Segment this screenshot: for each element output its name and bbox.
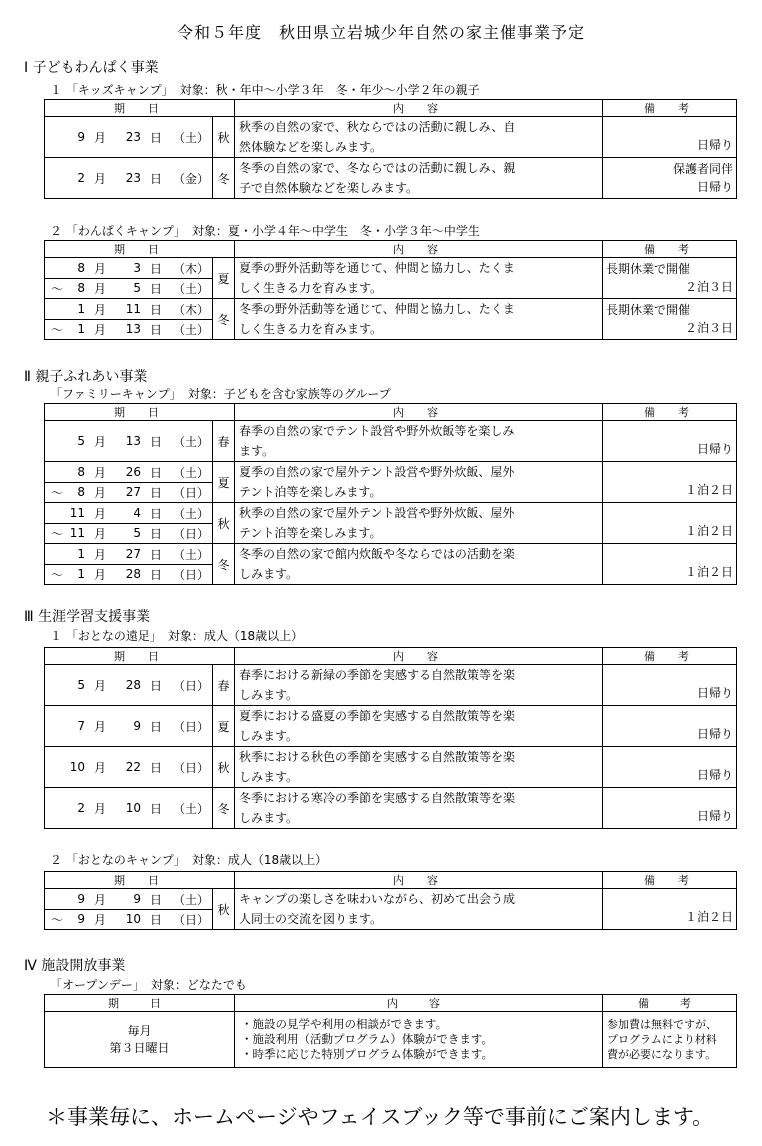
month-unit: 月 bbox=[93, 506, 106, 521]
day-value: 10 bbox=[125, 912, 141, 926]
day-unit: 日 bbox=[149, 506, 162, 521]
day-unit: 日 bbox=[149, 801, 162, 816]
day-value: 10 bbox=[125, 801, 141, 815]
season-cell: 春 bbox=[213, 421, 235, 462]
table-row bbox=[45, 503, 737, 544]
content-line: しく生きる力を育みます。 bbox=[239, 281, 383, 295]
day-value: 13 bbox=[125, 322, 141, 336]
day-value: 13 bbox=[125, 434, 141, 448]
day-unit: 日 bbox=[149, 465, 162, 480]
weekday: （土） bbox=[172, 547, 209, 562]
table-row bbox=[45, 299, 737, 340]
table-row bbox=[45, 706, 737, 747]
month-unit: 月 bbox=[93, 261, 106, 276]
content-line: 冬季の自然の家で館内炊飯や冬ならではの活動を楽 bbox=[239, 547, 515, 561]
day-value: 9 bbox=[133, 719, 141, 733]
date-cell bbox=[45, 788, 213, 829]
schedule-table bbox=[44, 403, 737, 585]
content-line: ・施設利用（活動プログラム）体験ができます。 bbox=[241, 1032, 493, 1046]
season-cell: 春 bbox=[213, 665, 235, 706]
season-cell: 冬 bbox=[213, 544, 235, 585]
header-date: 期 日 bbox=[45, 241, 235, 258]
header-content: 内 容 bbox=[235, 648, 603, 665]
month-unit: 月 bbox=[93, 465, 106, 480]
date-line bbox=[45, 910, 212, 929]
remarks-line: プログラムにより材料 bbox=[607, 1033, 717, 1046]
month-value: 1 bbox=[77, 322, 85, 336]
season-cell: 秋 bbox=[213, 117, 235, 158]
day-unit: 日 bbox=[149, 526, 162, 541]
date-cell bbox=[45, 747, 213, 788]
month-unit: 月 bbox=[93, 485, 106, 500]
date-prefix: ～ bbox=[50, 567, 63, 582]
date-prefix: ～ bbox=[50, 485, 63, 500]
remarks-cell bbox=[603, 747, 737, 788]
header-remarks: 備 考 bbox=[603, 100, 737, 117]
month-unit: 月 bbox=[93, 302, 106, 317]
day-unit: 日 bbox=[149, 567, 162, 582]
date-cell bbox=[45, 158, 213, 199]
month-value: 2 bbox=[77, 171, 85, 185]
content-cell bbox=[235, 503, 603, 544]
footer-note: ＊事業毎に、ホームページやフェイスブック等で事前にご案内します。 bbox=[46, 1105, 714, 1129]
program-subtitle: １ 「キッズキャンプ」 対象：秋・年中～小学３年 冬・年少～小学２年の親子 bbox=[50, 83, 480, 97]
content-line: テント泊等を楽しみます。 bbox=[239, 526, 382, 540]
header-remarks: 備 考 bbox=[603, 241, 737, 258]
date-line: 毎月 bbox=[127, 1023, 152, 1038]
day-value: 5 bbox=[133, 526, 141, 540]
program-subtitle: ２ 「わんぱくキャンプ」 対象：夏・小学４年～中学生 冬・小学３年～中学生 bbox=[50, 224, 480, 238]
remarks-cell bbox=[603, 788, 737, 829]
content-line: しみます。 bbox=[239, 688, 299, 702]
remarks-cell bbox=[603, 544, 737, 585]
weekday: （土） bbox=[172, 281, 209, 296]
remarks-line: 日帰り bbox=[696, 727, 733, 741]
month-unit: 月 bbox=[93, 547, 106, 562]
remarks-line: 保護者同伴 bbox=[672, 162, 733, 176]
day-value: 27 bbox=[125, 485, 141, 499]
program-subtitle: 「オープンデー」 対象：どなたでも bbox=[50, 978, 247, 992]
season-cell: 夏 bbox=[213, 462, 235, 503]
date-line bbox=[45, 747, 212, 787]
remarks-cell bbox=[603, 117, 737, 158]
date-line bbox=[45, 117, 212, 157]
remarks-line: １泊２日 bbox=[684, 483, 733, 497]
day-unit: 日 bbox=[149, 261, 162, 276]
table-header-row bbox=[45, 100, 737, 117]
date-cell bbox=[45, 299, 213, 340]
remarks-line: 日帰り bbox=[696, 180, 733, 194]
header-remarks: 備 考 bbox=[603, 872, 737, 889]
day-value: 23 bbox=[125, 171, 141, 185]
content-line: しみます。 bbox=[239, 567, 299, 581]
date-line bbox=[45, 706, 212, 746]
remarks-line: 費が必要になります。 bbox=[607, 1048, 717, 1061]
header-date: 期 日 bbox=[45, 100, 235, 117]
date-line bbox=[45, 545, 212, 565]
day-unit: 日 bbox=[149, 892, 162, 907]
content-line: 春季における新緑の季節を実感する自然散策等を楽 bbox=[239, 668, 516, 682]
date-prefix: ～ bbox=[50, 912, 63, 927]
weekday: （土） bbox=[172, 465, 209, 480]
weekday: （日） bbox=[172, 526, 209, 541]
weekday: （日） bbox=[172, 760, 209, 775]
date-cell bbox=[45, 706, 213, 747]
day-value: 22 bbox=[125, 760, 141, 774]
day-value: 9 bbox=[133, 892, 141, 906]
day-unit: 日 bbox=[149, 547, 162, 562]
content-line: しみます。 bbox=[239, 811, 299, 825]
content-cell bbox=[235, 706, 603, 747]
remarks-cell bbox=[603, 158, 737, 199]
date-cell bbox=[45, 503, 213, 544]
weekday: （日） bbox=[172, 719, 209, 734]
header-remarks: 備 考 bbox=[603, 648, 737, 665]
content-cell bbox=[235, 747, 603, 788]
month-value: 7 bbox=[77, 719, 85, 733]
remarks-line: 日帰り bbox=[696, 768, 733, 782]
content-line: しみます。 bbox=[239, 729, 299, 743]
weekday: （土） bbox=[172, 322, 209, 337]
month-value: 10 bbox=[69, 760, 85, 774]
header-date: 期 日 bbox=[45, 872, 235, 889]
season-cell: 秋 bbox=[213, 747, 235, 788]
month-unit: 月 bbox=[93, 567, 106, 582]
remarks-cell bbox=[603, 258, 737, 299]
day-unit: 日 bbox=[149, 678, 162, 693]
remarks-cell bbox=[603, 889, 737, 930]
weekday: （日） bbox=[172, 678, 209, 693]
table-row bbox=[45, 117, 737, 158]
remarks-cell bbox=[603, 706, 737, 747]
content-cell bbox=[235, 544, 603, 585]
header-date: 期 日 bbox=[45, 404, 235, 421]
day-unit: 日 bbox=[149, 322, 162, 337]
day-value: 11 bbox=[125, 302, 141, 316]
month-value: 8 bbox=[77, 465, 85, 479]
day-unit: 日 bbox=[149, 485, 162, 500]
day-value: 27 bbox=[125, 547, 141, 561]
month-unit: 月 bbox=[93, 281, 106, 296]
day-unit: 日 bbox=[149, 302, 162, 317]
content-line: ・時季に応じた特別プログラム体験ができます。 bbox=[241, 1047, 493, 1061]
month-unit: 月 bbox=[93, 801, 106, 816]
month-unit: 月 bbox=[93, 322, 106, 337]
season-cell: 冬 bbox=[213, 299, 235, 340]
table-row bbox=[45, 1012, 737, 1068]
date-prefix: ～ bbox=[50, 281, 63, 296]
table-row bbox=[45, 889, 737, 930]
table-row bbox=[45, 788, 737, 829]
day-value: 26 bbox=[125, 465, 141, 479]
date-prefix: ～ bbox=[50, 322, 63, 337]
month-unit: 月 bbox=[93, 892, 106, 907]
page-title: 令和５年度 秋田県立岩城少年自然の家主催事業予定 bbox=[176, 23, 585, 42]
month-value: 2 bbox=[77, 801, 85, 815]
date-line bbox=[45, 320, 212, 339]
month-unit: 月 bbox=[93, 719, 106, 734]
header-content: 内 容 bbox=[235, 995, 603, 1012]
content-line: 夏季における盛夏の季節を実感する自然散策等を楽 bbox=[239, 709, 516, 723]
content-line: しみます。 bbox=[239, 770, 299, 784]
remarks-line: 日帰り bbox=[696, 809, 733, 823]
content-line: ます。 bbox=[239, 444, 275, 458]
weekday: （土） bbox=[172, 506, 209, 521]
schedule-table bbox=[44, 99, 737, 199]
date-line bbox=[45, 483, 212, 502]
remarks-cell bbox=[603, 665, 737, 706]
day-unit: 日 bbox=[149, 171, 162, 186]
month-unit: 月 bbox=[93, 912, 106, 927]
day-unit: 日 bbox=[149, 719, 162, 734]
content-cell bbox=[235, 299, 603, 340]
day-value: 28 bbox=[125, 678, 141, 692]
schedule-table bbox=[44, 647, 737, 829]
table-row bbox=[45, 462, 737, 503]
remarks-line: 長期休業で開催 bbox=[606, 262, 691, 276]
date-line: 第３日曜日 bbox=[109, 1040, 170, 1055]
header-date: 期 日 bbox=[45, 995, 235, 1012]
date-line bbox=[45, 665, 212, 705]
weekday: （日） bbox=[172, 567, 209, 582]
content-line: 冬季の野外活動等を通じて、仲間と協力し、たくま bbox=[239, 302, 515, 316]
table-row bbox=[45, 665, 737, 706]
table-header-row bbox=[45, 404, 737, 421]
section-heading: Ⅱ 親子ふれあい事業 bbox=[24, 369, 148, 385]
remarks-line: １泊２日 bbox=[684, 910, 733, 924]
weekday: （金） bbox=[172, 171, 209, 186]
content-line: 秋季の自然の家で、秋ならではの活動に親しみ、自 bbox=[239, 120, 516, 134]
header-content: 内 容 bbox=[235, 872, 603, 889]
date-line bbox=[45, 890, 212, 910]
remarks-line: ２泊３日 bbox=[684, 321, 733, 335]
remarks-line: 日帰り bbox=[696, 138, 733, 152]
date-line bbox=[45, 300, 212, 320]
month-value: 8 bbox=[77, 261, 85, 275]
remarks-line: 日帰り bbox=[696, 686, 733, 700]
header-content: 内 容 bbox=[235, 100, 603, 117]
section-heading: Ⅳ 施設開放事業 bbox=[24, 958, 126, 974]
remarks-cell bbox=[603, 299, 737, 340]
content-line: 夏季の野外活動等を通じて、仲間と協力し、たくま bbox=[239, 261, 515, 275]
content-cell bbox=[235, 117, 603, 158]
day-unit: 日 bbox=[149, 912, 162, 927]
table-header-row bbox=[45, 648, 737, 665]
schedule-table bbox=[44, 871, 737, 930]
date-cell bbox=[45, 117, 213, 158]
remarks-line: １泊２日 bbox=[684, 565, 733, 579]
content-line: 子で自然体験などを楽しみます。 bbox=[239, 181, 419, 195]
content-cell bbox=[235, 889, 603, 930]
remarks-cell bbox=[603, 462, 737, 503]
content-cell bbox=[235, 462, 603, 503]
content-cell bbox=[235, 788, 603, 829]
date-line bbox=[45, 421, 212, 461]
day-unit: 日 bbox=[149, 434, 162, 449]
remarks-line: ２泊３日 bbox=[684, 280, 733, 294]
content-line: 冬季における寒冷の季節を実感する自然散策等を楽 bbox=[239, 791, 516, 805]
month-value: 9 bbox=[77, 130, 85, 144]
month-value: 1 bbox=[77, 567, 85, 581]
content-cell bbox=[235, 665, 603, 706]
date-cell bbox=[45, 258, 213, 299]
month-value: 11 bbox=[69, 526, 85, 540]
season-cell: 夏 bbox=[213, 258, 235, 299]
content-line: 秋季における秋色の季節を実感する自然散策等を楽 bbox=[239, 750, 516, 764]
date-cell bbox=[45, 421, 213, 462]
content-line: キャンプの楽しさを味わいながら、初めて出会う成 bbox=[239, 892, 516, 906]
content-cell bbox=[235, 1012, 603, 1068]
month-value: 1 bbox=[77, 547, 85, 561]
season-cell: 冬 bbox=[213, 788, 235, 829]
date-line bbox=[45, 279, 212, 298]
table-row bbox=[45, 747, 737, 788]
month-value: 9 bbox=[77, 892, 85, 906]
program-subtitle: 「ファミリーキャンプ」 対象：子どもを含む家族等のグループ bbox=[50, 387, 391, 401]
date-cell bbox=[45, 889, 213, 930]
table-row bbox=[45, 158, 737, 199]
table-header-row bbox=[45, 241, 737, 258]
schedule-table bbox=[44, 240, 737, 340]
day-value: 3 bbox=[133, 261, 141, 275]
date-cell bbox=[45, 1012, 235, 1068]
month-unit: 月 bbox=[93, 760, 106, 775]
weekday: （木） bbox=[172, 261, 209, 276]
month-value: 9 bbox=[77, 912, 85, 926]
table-row bbox=[45, 258, 737, 299]
content-line: テント泊等を楽しみます。 bbox=[239, 485, 382, 499]
season-cell: 冬 bbox=[213, 158, 235, 199]
day-unit: 日 bbox=[149, 281, 162, 296]
content-line: 春季の自然の家でテント設営や野外炊飯等を楽しみ bbox=[239, 424, 515, 438]
weekday: （日） bbox=[172, 912, 209, 927]
header-remarks: 備 考 bbox=[603, 995, 737, 1012]
content-line: 冬季の自然の家で、冬ならではの活動に親しみ、親 bbox=[239, 161, 516, 175]
date-cell bbox=[45, 462, 213, 503]
month-unit: 月 bbox=[93, 171, 106, 186]
weekday: （土） bbox=[172, 892, 209, 907]
remarks-cell bbox=[603, 1012, 737, 1068]
section-heading: Ⅲ 生涯学習支援事業 bbox=[24, 609, 151, 625]
content-line: しく生きる力を育みます。 bbox=[239, 322, 383, 336]
schedule-table bbox=[44, 994, 737, 1068]
remarks-cell bbox=[603, 503, 737, 544]
table-header-row bbox=[45, 872, 737, 889]
day-value: 4 bbox=[133, 506, 141, 520]
date-line bbox=[45, 158, 212, 198]
month-value: 8 bbox=[77, 485, 85, 499]
table-header-row bbox=[45, 995, 737, 1012]
content-line: ・施設の見学や利用の相談ができます。 bbox=[241, 1017, 448, 1031]
date-cell bbox=[45, 544, 213, 585]
season-cell: 秋 bbox=[213, 889, 235, 930]
weekday: （土） bbox=[172, 130, 209, 145]
content-cell bbox=[235, 258, 603, 299]
month-value: 1 bbox=[77, 302, 85, 316]
remarks-line: 長期休業で開催 bbox=[606, 303, 691, 317]
date-cell bbox=[45, 665, 213, 706]
header-date: 期 日 bbox=[45, 648, 235, 665]
header-content: 内 容 bbox=[235, 404, 603, 421]
date-line bbox=[45, 463, 212, 483]
content-line: 人同士の交流を図ります。 bbox=[239, 912, 383, 926]
season-cell: 夏 bbox=[213, 706, 235, 747]
day-value: 5 bbox=[133, 281, 141, 295]
content-line: 秋季の自然の家で屋外テント設営や野外炊飯、屋外 bbox=[239, 506, 515, 520]
content-line: 夏季の自然の家で屋外テント設営や野外炊飯、屋外 bbox=[239, 465, 515, 479]
weekday: （木） bbox=[172, 302, 209, 317]
date-line bbox=[45, 259, 212, 279]
date-line bbox=[45, 788, 212, 828]
season-cell: 秋 bbox=[213, 503, 235, 544]
date-prefix: ～ bbox=[50, 526, 63, 541]
month-unit: 月 bbox=[93, 678, 106, 693]
header-remarks: 備 考 bbox=[603, 404, 737, 421]
weekday: （日） bbox=[172, 485, 209, 500]
program-subtitle: １ 「おとなの遠足」 対象：成人（18歳以上） bbox=[50, 629, 304, 643]
section-heading: Ⅰ 子どもわんぱく事業 bbox=[24, 60, 159, 76]
program-subtitle: ２ 「おとなのキャンプ」 対象：成人（18歳以上） bbox=[50, 853, 328, 867]
month-value: 5 bbox=[77, 678, 85, 692]
date-line bbox=[45, 524, 212, 543]
day-value: 23 bbox=[125, 130, 141, 144]
month-value: 8 bbox=[77, 281, 85, 295]
weekday: （土） bbox=[172, 801, 209, 816]
remarks-line: １泊２日 bbox=[684, 524, 733, 538]
month-unit: 月 bbox=[93, 526, 106, 541]
table-row bbox=[45, 544, 737, 585]
content-cell bbox=[235, 158, 603, 199]
day-unit: 日 bbox=[149, 130, 162, 145]
month-unit: 月 bbox=[93, 130, 106, 145]
content-cell bbox=[235, 421, 603, 462]
remarks-line: 参加費は無料ですが、 bbox=[607, 1018, 717, 1031]
month-value: 11 bbox=[69, 506, 85, 520]
remarks-cell bbox=[603, 421, 737, 462]
month-value: 5 bbox=[77, 434, 85, 448]
remarks-line: 日帰り bbox=[696, 442, 733, 456]
header-content: 内 容 bbox=[235, 241, 603, 258]
weekday: （土） bbox=[172, 434, 209, 449]
day-value: 28 bbox=[125, 567, 141, 581]
table-row bbox=[45, 421, 737, 462]
content-line: 然体験などを楽しみます。 bbox=[239, 140, 383, 154]
month-unit: 月 bbox=[93, 434, 106, 449]
date-line bbox=[45, 565, 212, 584]
day-unit: 日 bbox=[149, 760, 162, 775]
date-line bbox=[45, 504, 212, 524]
